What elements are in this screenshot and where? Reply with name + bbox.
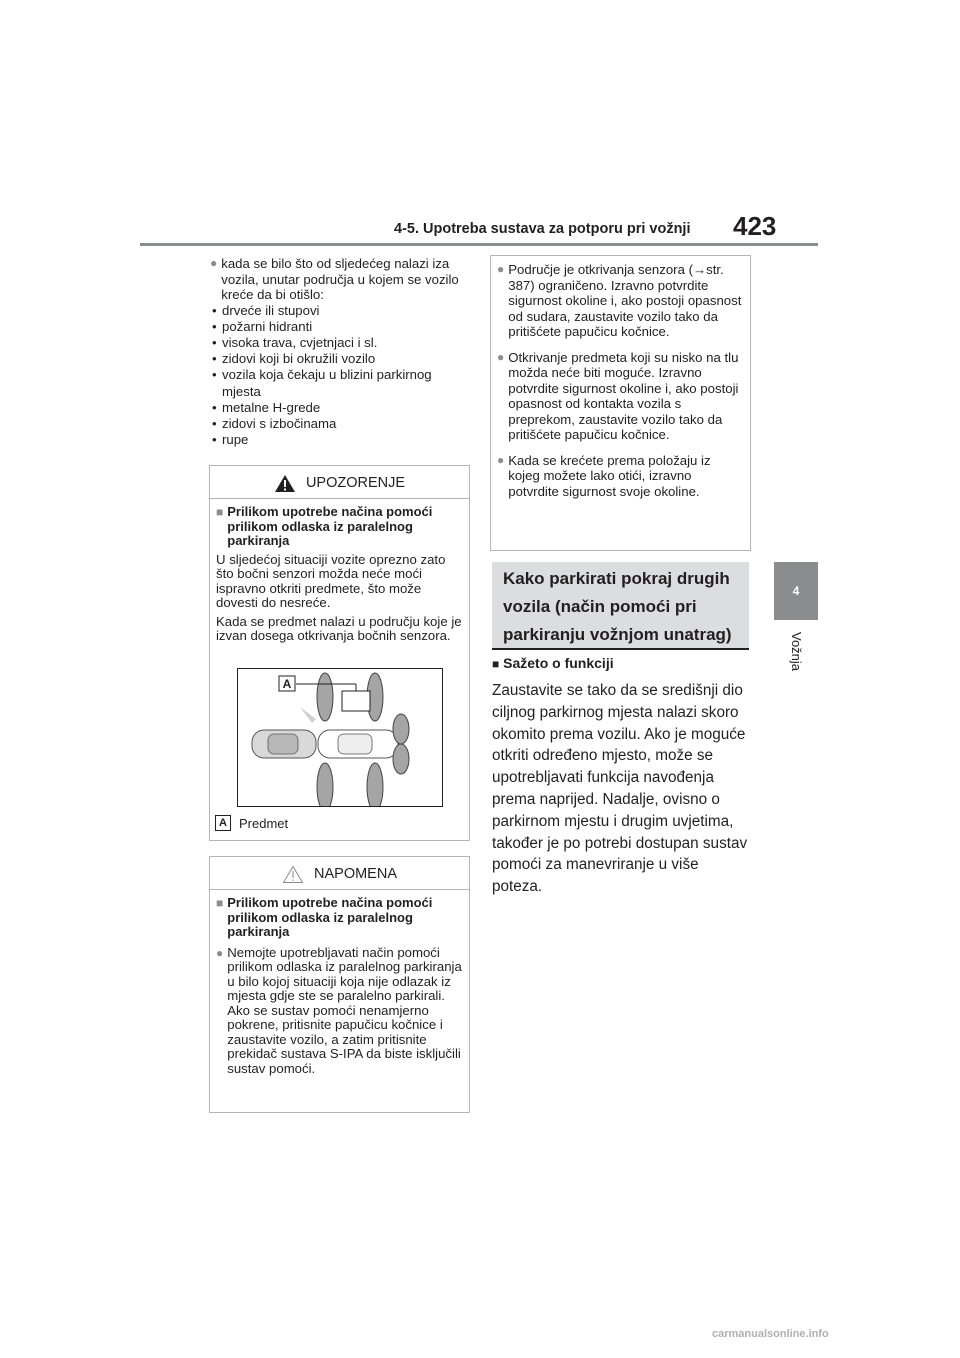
list-item: • visoka trava, cvjetnjaci i sl.	[212, 334, 378, 350]
list-item: • vozila koja čekaju u blizini parkirnog mjesta	[212, 367, 432, 399]
notice-subhead: ■ Prilikom upotrebe načina pomoći prilikom odlaska iz paralelnog parkiranja	[216, 895, 433, 939]
bullet-icon: ●	[210, 256, 218, 270]
side-tab-label: Vožnja	[789, 632, 804, 672]
page-number: 423	[733, 211, 777, 241]
warning-para: U sljedećoj situaciji vozite oprezno zato što bočni senzori možda neće moći ispravno otkriti predmete, što može dovesti do nesreće.	[216, 551, 446, 610]
square-bullet-icon: ■	[492, 657, 500, 671]
notice-title: NAPOMENA	[314, 866, 397, 882]
header-section-title: 4-5. Upotreba sustava za potporu pri vožnji	[394, 221, 691, 237]
note-bullet: ● Otkrivanje predmeta koji su nisko na tlu možda neće biti moguće. Izravno potvrdite sigurnost okoline i, ako postoji opasnost od kontakta vozila s preprekom, zaustavite vozilo tako da pritišćete papučicu kočnice.	[497, 349, 739, 442]
bullet-icon: ●	[216, 945, 224, 960]
section-body: Zaustavite se tako da se središnji dio ciljnog parkirnog mjesta nalazi skoro okomito prema vozilu. Ako je moguće otkriti određeno mjesto, može se upotrebljavati funkcija navođenja prema naprijed. Nadalje, ovisno o parkirnom mjestu i drugim uvjetima, također je po potrebi dostupan sustav pomoći za manevriranje u više poteza.	[492, 682, 748, 896]
legend-letter: A	[215, 815, 231, 831]
diagram-label-a: A	[282, 677, 292, 691]
section-subhead: ■ Sažeto o funkciji	[492, 655, 614, 671]
warning-title: UPOZORENJE	[305, 475, 406, 491]
side-tab-number: 4	[792, 584, 800, 598]
section-title-box	[492, 562, 749, 648]
header-rule	[140, 243, 818, 246]
notice-box	[209, 856, 470, 1113]
warning-icon	[274, 474, 296, 493]
footer-watermark: carmanualsonline.info	[712, 1328, 829, 1340]
square-bullet-icon: ■	[216, 505, 224, 519]
left-list	[210, 256, 472, 448]
list-item: • rupe	[212, 432, 249, 448]
note-bullet: ● Područje je otkrivanja senzora (→str. 387) ograničeno. Izravno potvrdite sigurnost okoline i, ako postoji opasnost od sudara, zaustavite vozilo tako da pritišćete papučicu kočnice.	[497, 262, 742, 339]
diagram-illustration	[238, 669, 442, 806]
list-intro-text: kada se bilo što od sljedećeg nalazi iza vozila, unutar područja u kojem se vozilo kreće da bi otišlo:	[221, 256, 459, 302]
list-item: • zidovi koji bi okružili vozilo	[212, 351, 376, 367]
side-tab	[774, 562, 818, 620]
warning-para: Kada se predmet nalazi u području koje je izvan dosega otkrivanja bočnih senzora.	[216, 613, 462, 643]
notice-bullet: ● Nemojte upotrebljavati način pomoći prilikom odlaska iz paralelnog parkiranja u bilo kojoj situaciji koja nije odlazak iz mjesta gdje ste se paralelno parkirali. Ako se sustav pomoći nenamjerno pokrene, pritisnite papučicu kočnice i zaustavite vozilo, a zatim pritisnite prekidač sustava S-IPA da biste isključili sustav pomoći.	[216, 944, 462, 1076]
diagram-legend	[215, 815, 288, 831]
list-intro	[210, 256, 472, 303]
square-bullet-icon: ■	[216, 896, 224, 910]
warning-header	[210, 468, 469, 498]
section-title: Kako parkirati pokraj drugih vozila (način pomoći pri parkiranju vožnjom unatrag)	[503, 569, 732, 644]
parking-diagram	[237, 668, 443, 807]
section-underline	[492, 648, 749, 650]
list-item: • požarni hidranti	[212, 318, 313, 334]
warning-subhead: ■ Prilikom upotrebe načina pomoći prilikom odlaska iz paralelnog parkiranja	[216, 504, 433, 548]
bullet-icon: ●	[497, 262, 505, 276]
notice-header	[210, 859, 469, 889]
bullet-icon: ●	[497, 452, 505, 467]
caution-icon	[282, 865, 304, 884]
list-item: • drveće ili stupovi	[212, 302, 320, 318]
right-note-box	[490, 255, 751, 551]
note-bullet: ● Kada se krećete prema položaju iz kojeg možete lako otići, izravno potvrdite sigurnost svoje okoline.	[497, 452, 711, 499]
list-item: • metalne H-grede	[212, 399, 321, 415]
legend-text: Predmet	[239, 815, 289, 831]
list-item: • zidovi s izbočinama	[212, 415, 337, 431]
bullet-icon: ●	[497, 349, 505, 364]
